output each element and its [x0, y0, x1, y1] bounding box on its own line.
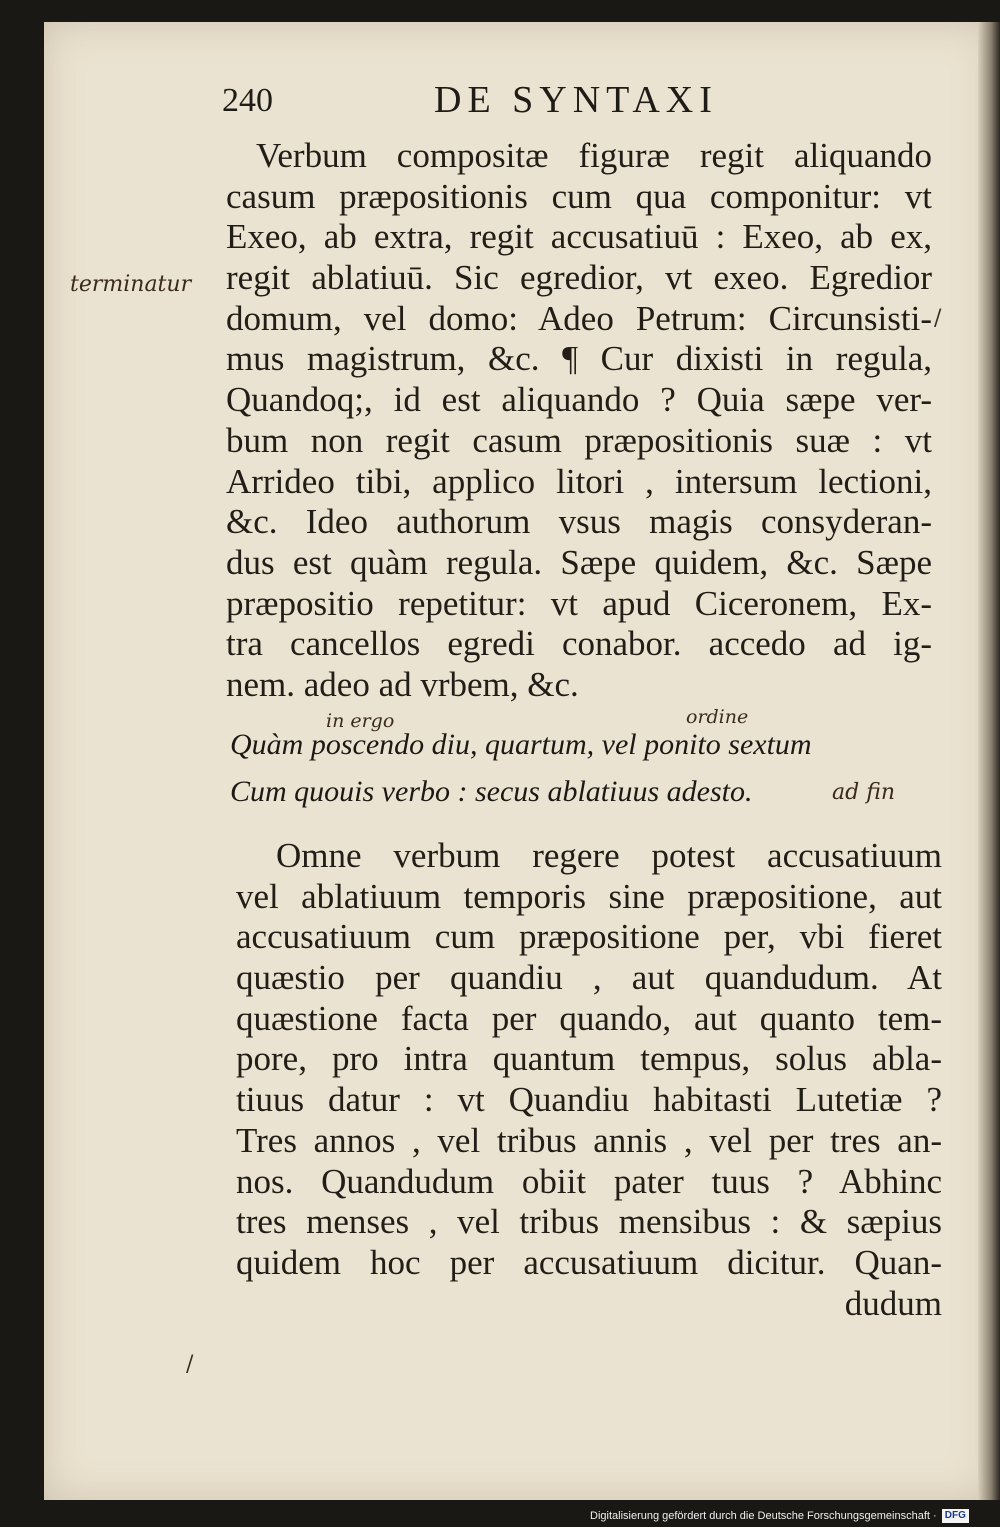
paragraph-2: [236, 836, 942, 1324]
handwritten-interlinear-note: ordine: [686, 706, 749, 728]
text-line: vel ablatiuum temporis sine præpositione, aut: [236, 876, 942, 916]
text-line: nos. Quandudum obiit pater tuus ? Abhinc: [236, 1161, 942, 1201]
text-line: pore, pro intra quantum tempus, solus abla-: [236, 1039, 942, 1079]
ink-stroke-mark: /: [186, 1352, 194, 1377]
footer-text: Digitalisierung gefördert durch die Deutsche Forschungsgemeinschaft ·: [590, 1510, 937, 1522]
page-number: 240: [222, 82, 273, 119]
text-line: tiuus datur : vt Quandiu habitasti Lutetiæ ?: [236, 1080, 942, 1120]
text-line: Omne verbum regere potest accusatiuum: [276, 836, 942, 875]
verse-line: Quàm poscendo diu, quartum, vel ponito sextum: [230, 728, 812, 761]
text-line: domum, vel domo: Adeo Petrum: Circunsisti-: [226, 298, 932, 338]
dfg-logo: DFG: [942, 1509, 969, 1523]
ink-stroke-mark: /: [934, 306, 942, 331]
text-line: dus est quàm regula. Sæpe quidem, &c. Sæpe: [226, 542, 932, 582]
text-line: mus magistrum, &c. ¶ Cur dixisti in regula,: [226, 339, 932, 379]
text-line: quidem hoc per accusatiuum dicitur. Quan-: [236, 1242, 942, 1282]
text-line: Tres annos , vel tribus annis , vel per tres an-: [236, 1120, 942, 1160]
text-line: tra cancellos egredi conabor. accedo ad ig-: [226, 624, 932, 664]
handwritten-interlinear-note: in ergo: [326, 710, 395, 732]
text-line: regit ablatiuū. Sic egredior, vt exeo. Egredior: [226, 258, 932, 298]
digitization-footer: [590, 1508, 998, 1524]
text-line: nem. adeo ad vrbem, &c.: [226, 664, 579, 704]
handwritten-margin-note: terminatur: [70, 272, 192, 297]
text-line: bum non regit casum præpositionis suæ : vt: [226, 420, 932, 460]
text-line: quæstione facta per quando, aut quanto tem-: [236, 998, 942, 1038]
page-gutter-shadow: [978, 22, 1000, 1500]
text-line: &c. Ideo authorum vsus magis consyderan-: [226, 502, 932, 542]
running-head: [222, 78, 942, 130]
running-head-title: DE SYNTAXI: [434, 79, 718, 121]
text-line: casum præpositionis cum qua componitur: vt: [226, 176, 932, 216]
text-line: Quandoq;, id est aliquando ? Quia sæpe ver-: [226, 380, 932, 420]
text-line: tres menses , vel tribus mensibus : & sæpius: [236, 1202, 942, 1242]
text-line: quæstio per quandiu , aut quandudum. At: [236, 958, 942, 998]
handwritten-verse-note: ad fin: [832, 780, 896, 805]
text-line: dudum: [844, 1283, 942, 1323]
text-line: Arrideo tibi, applico litori , intersum lectioni,: [226, 461, 932, 501]
text-line: præpositio repetitur: vt apud Ciceronem, Ex-: [226, 583, 932, 623]
text-line: accusatiuum cum præpositione per, vbi fieret: [236, 917, 942, 957]
text-line: Verbum compositæ figuræ regit aliquando: [256, 136, 932, 175]
text-line: Exeo, ab extra, regit accusatiuū : Exeo, ab ex,: [226, 217, 932, 257]
paragraph-1: [226, 136, 932, 706]
verse-line: Cum quouis verbo : secus ablatiuus adesto.: [230, 775, 753, 808]
